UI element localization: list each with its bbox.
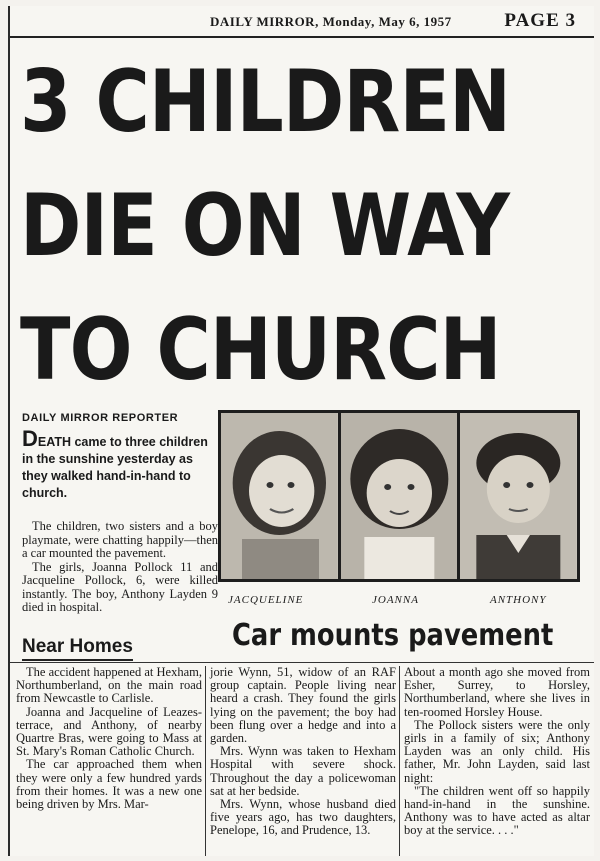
photo-jacqueline xyxy=(221,413,338,579)
left-column-body xyxy=(22,520,218,615)
body-paragraph: "The children went off so happily hand-in-hand in the sunshine. Anthony was to have acted as altar boy at the service. . . ." xyxy=(404,783,590,838)
newspaper-page xyxy=(8,6,594,856)
body-paragraph: About a month ago she moved from Esher, Surrey, to Horsley, Northumberland, where she lives in ten-roomed Horsley House. xyxy=(404,665,590,719)
photo-anthony xyxy=(460,413,577,579)
masthead xyxy=(10,6,594,38)
photo-joanna xyxy=(341,413,458,579)
body-paragraph: The girls, Joanna Pollock 11 and Jacqueline Pollock, 6, were killed instantly. The boy, Anthony Layden 9 died in hospital. xyxy=(22,559,218,614)
headline-line-3: TO CHURCH xyxy=(20,300,501,400)
page-number: PAGE 3 xyxy=(504,10,576,31)
column-3 xyxy=(404,666,590,838)
drop-cap: D xyxy=(22,426,38,451)
caption-joanna: JOANNA xyxy=(372,594,419,606)
main-headline xyxy=(20,40,596,412)
column-1 xyxy=(16,666,202,811)
headline-line-1: 3 CHILDREN xyxy=(20,52,511,152)
byline: DAILY MIRROR REPORTER xyxy=(22,412,179,424)
intro-paragraph xyxy=(22,426,218,502)
headline-line-2: DIE ON WAY xyxy=(20,176,510,276)
subhead-near-homes: Near Homes xyxy=(22,636,133,661)
caption-jacqueline: JACQUELINE xyxy=(228,594,304,606)
column-separator xyxy=(399,666,400,856)
column-2 xyxy=(210,666,396,838)
body-paragraph: Mrs. Wynn, whose husband died five years ago, has two daughters, Penelope, 16, and Prudence, 13. xyxy=(210,797,396,838)
body-paragraph: The Pollock sisters were the only girls in a family of six; Anthony Layden was an only child. His father, Mr. John Layden, said last night: xyxy=(404,717,590,785)
body-paragraph: Mrs. Wynn was taken to Hexham Hospital with severe shock. Throughout the day a policewoman sat at her bedside. xyxy=(210,744,396,798)
body-paragraph: The children, two sisters and a boy playmate, were chatting happily—then a car mounted the pavement. xyxy=(22,519,218,560)
masthead-date: DAILY MIRROR, Monday, May 6, 1957 xyxy=(210,14,452,29)
body-paragraph: The accident happened at Hexham, Northumberland, on the main road from Newcastle to Carlisle. xyxy=(16,665,202,706)
body-paragraph: jorie Wynn, 51, widow of an RAF group captain. People living near heard a crash. They found the girls lying on the pavement; the boy had been flung over a hedge and into a garden. xyxy=(210,665,396,746)
caption-anthony: ANTHONY xyxy=(490,594,547,606)
photo-strip xyxy=(218,410,580,582)
secondary-headline: Car mounts pavement xyxy=(232,618,554,653)
column-divider-rule xyxy=(10,662,594,663)
body-paragraph: Joanna and Jacqueline of Leazes-terrace, and Anthony, of nearby Quartre Bras, were going to Mass at St. Mary's Roman Catholic Church. xyxy=(16,704,202,759)
intro-text: EATH came to three children in the sunshine yesterday as they walked hand-in-hand to church. xyxy=(22,435,208,500)
body-paragraph: The car approached them when they were only a few hundred yards from their homes. It was a new one being driven by Mrs. Mar- xyxy=(16,757,202,812)
column-separator xyxy=(205,666,206,856)
